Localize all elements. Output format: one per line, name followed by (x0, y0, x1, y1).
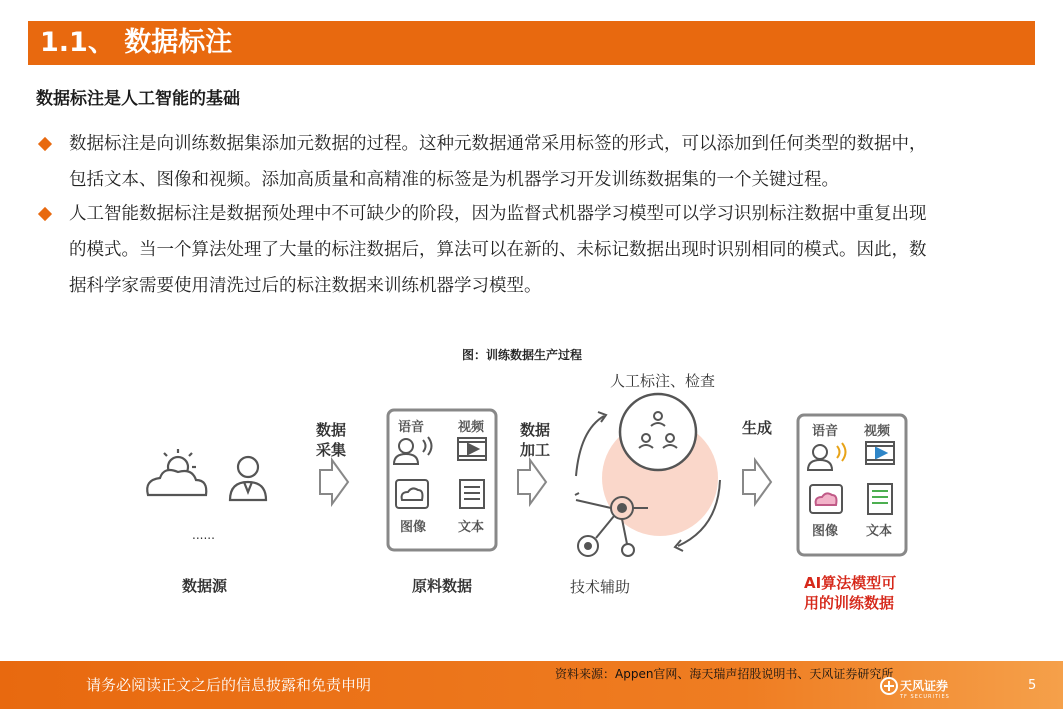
brand-text-en: TF SECURITIES (900, 694, 950, 700)
source-ellipsis: ...... (192, 528, 215, 542)
brand-text: 天风证券 (900, 679, 949, 693)
box-item-label: 文本 (458, 520, 485, 535)
bullet-line: 包括文本、图像和视频。添加高质量和高精准的标签是为机器学习开发训练数据集的一个关键过程。 (69, 170, 839, 190)
bullet-line: 的模式。当一个算法处理了大量的标注数据后，算法可以在新的、未标记数据出现时识别相同的模式。因此，数 (69, 240, 927, 260)
raw-data-label: 原料数据 (412, 577, 473, 595)
step-label: 数据 (316, 421, 347, 439)
cycle-arrow-icon (576, 416, 604, 476)
arrow-icon (518, 460, 546, 504)
step-label: 加工 (520, 441, 551, 459)
arrow-icon (320, 460, 348, 504)
brand-name (900, 677, 950, 700)
box-item-label: 视频 (864, 424, 891, 439)
subtitle: 数据标注是人工智能的基础 (36, 89, 240, 109)
bullet-item (36, 126, 1026, 198)
output-label: AI算法模型可 (804, 574, 897, 592)
bullet-line: 据科学家需要使用清洗过后的标注数据来训练机器学习模型。 (69, 276, 542, 296)
disclaimer-text: 请务必阅读正文之后的信息披露和免责申明 (86, 676, 372, 694)
box-item-label: 语音 (812, 424, 839, 439)
box-item-label: 图像 (400, 520, 427, 535)
section-title: 1.1、 数据标注 (40, 27, 233, 58)
training-data-diagram (130, 360, 930, 620)
step-label: 采集 (316, 441, 347, 459)
figure-source: 资料来源：Appen官网、海天瑞声招股说明书、天风证券研究所 (555, 667, 894, 681)
page-footer (0, 661, 1063, 709)
figure-title: 图：训练数据生产过程 (462, 348, 583, 362)
person-icon (230, 457, 266, 500)
bullet-line: 数据标注是向训练数据集添加元数据的过程。这种元数据通常采用标签的形式，可以添加到任何类型的数据中， (69, 134, 927, 154)
generate-label: 生成 (742, 419, 773, 437)
step-label: 数据 (520, 421, 551, 439)
bullet-item (36, 196, 1026, 304)
box-item-label: 文本 (866, 524, 893, 539)
human-annotation-circle (620, 394, 696, 470)
diamond-bullet-icon (38, 207, 52, 221)
box-item-label: 语音 (398, 420, 425, 435)
diamond-bullet-icon (38, 137, 52, 151)
box-item-label: 视频 (458, 420, 485, 435)
tech-assist-label: 技术辅助 (570, 578, 631, 596)
human-annotation-label: 人工标注、检查 (610, 372, 716, 390)
brand-logo-icon (880, 677, 898, 695)
source-label: 数据源 (182, 577, 228, 595)
weather-cloud-icon (147, 449, 206, 495)
arrow-icon (743, 460, 771, 504)
bullet-line: 人工智能数据标注是数据预处理中不可缺少的阶段，因为监督式机器学习模型可以学习识别标注数据中重复出现 (69, 204, 927, 224)
output-label: 用的训练数据 (804, 594, 895, 612)
page-number: 5 (1028, 678, 1037, 693)
section-title-bar (28, 21, 1035, 65)
box-item-label: 图像 (812, 524, 839, 539)
